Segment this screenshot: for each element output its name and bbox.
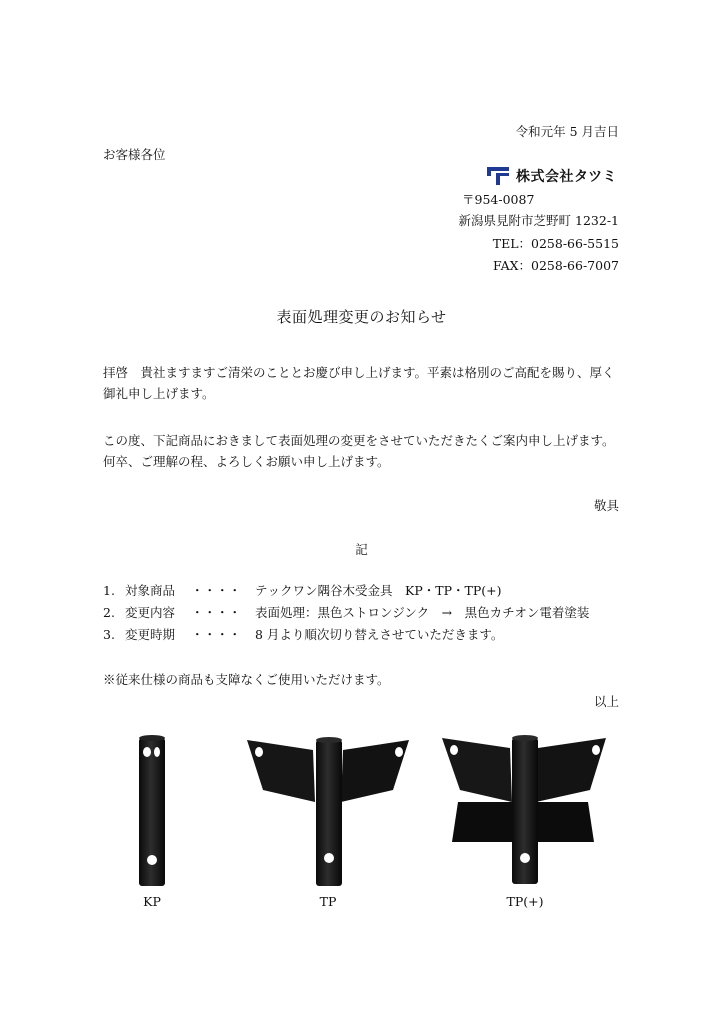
greeting-paragraph: 拝啓 貴社ますますご清栄のこととお慶び申し上げます。平素は格別のご高配を賜り、厚く御礼申し上げます。 (103, 365, 615, 401)
company-fax: FAX：0258-66-7007 (493, 258, 619, 273)
product-tp-plus-caption: TP(+) (506, 894, 544, 909)
note-text: ※従来仕様の商品も支障なくご使用いただけます。 (103, 672, 390, 687)
company-address: 新潟県見附市芝野町 1232-1 (458, 213, 619, 228)
closing-keigu: 敬具 (593, 498, 619, 513)
list-item: 3. 変更時期 ・・・・ 8 月より順次切り替えさせていただきます。 (103, 627, 504, 642)
product-tp-image (243, 732, 413, 892)
product-tp-plus-image (438, 730, 610, 892)
list-item: 2. 変更内容 ・・・・ 表面処理：黒色ストロンジンク → 黒色カチオン電着塗装 (103, 605, 590, 620)
company-logo (486, 166, 617, 186)
page-title: 表面処理変更のお知らせ (276, 308, 447, 326)
notice-paragraph: この度、下記商品におきまして表面処理の変更をさせていただきたくご案内申し上げます。何卒、ご理解の程、よろしくお願い申し上げます。 (103, 433, 615, 469)
postal-code: 〒954-0087 (462, 192, 535, 207)
company-name: 株式会社タツミ (516, 169, 618, 185)
date: 令和元年 5 月吉日 (515, 124, 619, 139)
list-item: 1. 対象商品 ・・・・ テックワン隅谷木受金具 KP・TP・TP(+) (103, 583, 502, 598)
tatsumi-logo-icon (486, 166, 510, 186)
end-ijou: 以上 (593, 694, 619, 709)
company-tel: TEL：0258-66-5515 (492, 236, 619, 251)
product-kp-caption: KP (143, 894, 161, 909)
ki-heading: 記 (355, 542, 368, 557)
product-kp-image (125, 732, 179, 892)
recipient: お客様各位 (103, 147, 166, 162)
product-tp-caption: TP (319, 894, 337, 909)
